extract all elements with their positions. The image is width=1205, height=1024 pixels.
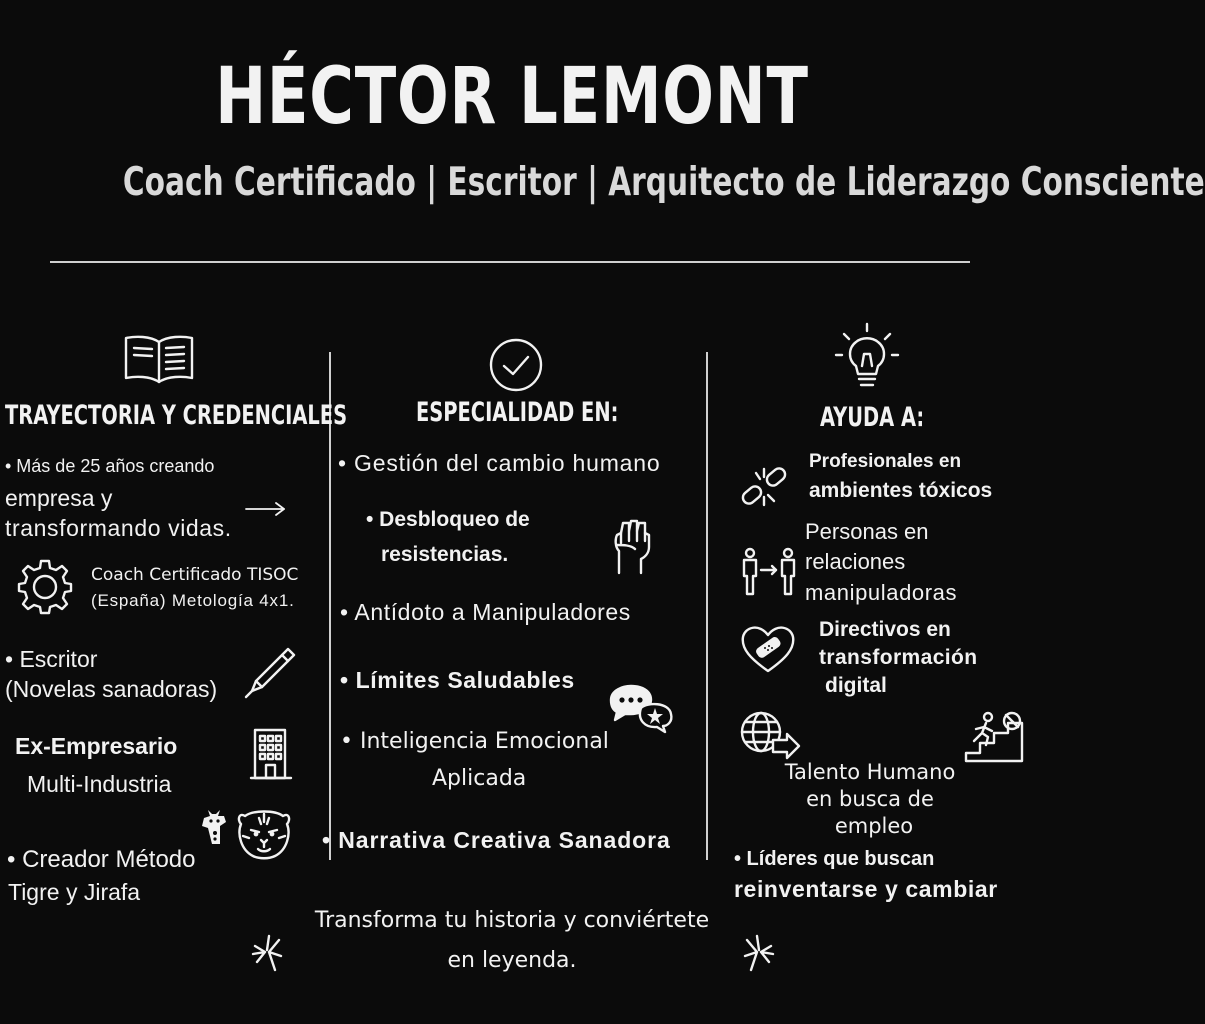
left-item3-line2: (Novelas sanadoras) — [5, 676, 218, 702]
tiger-icon — [235, 806, 293, 860]
left-item1-line1: • Más de 25 años creando — [5, 456, 215, 476]
gear-icon — [16, 558, 74, 616]
left-item2-line2: (España) Metología 4x1. — [91, 591, 295, 610]
column-divider-right — [706, 352, 708, 860]
middle-item4: • Límites Saludables — [340, 667, 575, 693]
left-item3-line1: • Escritor — [5, 646, 98, 672]
right-heading: AYUDA A: — [820, 402, 925, 433]
left-item2-line1: Coach Certificado TISOC — [91, 565, 299, 585]
right-item4-line2: en busca de — [806, 787, 934, 811]
right-item5-line1: • Líderes que buscan — [734, 848, 935, 870]
people-transfer-icon — [740, 546, 798, 598]
right-item5-line2: reinventarse y cambiar — [734, 876, 998, 902]
right-item4-line3: empleo — [834, 814, 914, 838]
left-item1-line2: empresa y — [5, 485, 113, 511]
middle-item6: • Narrativa Creativa Sanadora — [322, 827, 671, 853]
right-item1-line1: Profesionales en — [809, 451, 962, 472]
check-circle-icon — [488, 337, 544, 393]
chat-bubbles-icon — [607, 684, 675, 734]
middle-item2-line2: resistencias. — [381, 543, 509, 566]
middle-heading: ESPECIALIDAD EN: — [416, 397, 619, 428]
footer-line2: en leyenda. — [447, 948, 577, 973]
right-item2-line1: Personas en — [805, 519, 929, 544]
middle-item2-line1: • Desbloqueo de — [366, 508, 530, 531]
page-title: HÉCTOR LEMONT — [215, 52, 809, 142]
left-item4-line1: Ex-Empresario — [15, 733, 178, 759]
arrow-right-icon — [244, 501, 286, 517]
book-icon — [122, 332, 196, 386]
divider — [50, 261, 970, 263]
middle-item3: • Antídoto a Manipuladores — [340, 599, 631, 625]
bandaged-heart-icon — [739, 623, 797, 675]
left-item5-line1: • Creador Método — [7, 846, 196, 873]
right-item2-line2: relaciones — [805, 549, 906, 574]
broken-chain-icon — [738, 463, 792, 511]
climbing-stairs-icon — [964, 711, 1024, 763]
middle-item5-line1: • Inteligencia Emocional — [340, 729, 609, 754]
right-item3-line3: digital — [825, 674, 887, 697]
left-item4-line2: Multi-Industria — [27, 771, 172, 797]
left-heading: TRAYECTORIA Y CREDENCIALES — [5, 400, 348, 431]
lightbulb-icon — [834, 322, 900, 392]
building-icon — [249, 727, 293, 781]
middle-item5-line2: Aplicada — [432, 766, 527, 791]
sparkle-icon — [251, 930, 283, 974]
globe-arrow-icon — [739, 710, 801, 760]
left-item5-line2: Tigre y Jirafa — [8, 879, 141, 905]
page-subtitle: Coach Certificado | Escritor | Arquitecto de Liderazgo Consciente — [122, 160, 1205, 205]
sparkle-icon — [743, 930, 775, 974]
raised-fist-icon — [611, 517, 653, 575]
right-item3-line2: transformación — [819, 646, 978, 669]
left-item1-line3: transformando vidas. — [5, 515, 232, 541]
giraffe-icon — [198, 806, 232, 846]
right-item1-line2: ambientes tóxicos — [809, 479, 993, 502]
middle-item1: • Gestión del cambio humano — [338, 450, 661, 476]
footer-line1: Transforma tu historia y conviértete — [314, 908, 710, 933]
right-item2-line3: manipuladoras — [805, 580, 958, 605]
right-item3-line1: Directivos en — [819, 618, 951, 641]
right-item4-line1: Talento Humano — [784, 760, 956, 784]
fountain-pen-icon — [244, 645, 296, 701]
